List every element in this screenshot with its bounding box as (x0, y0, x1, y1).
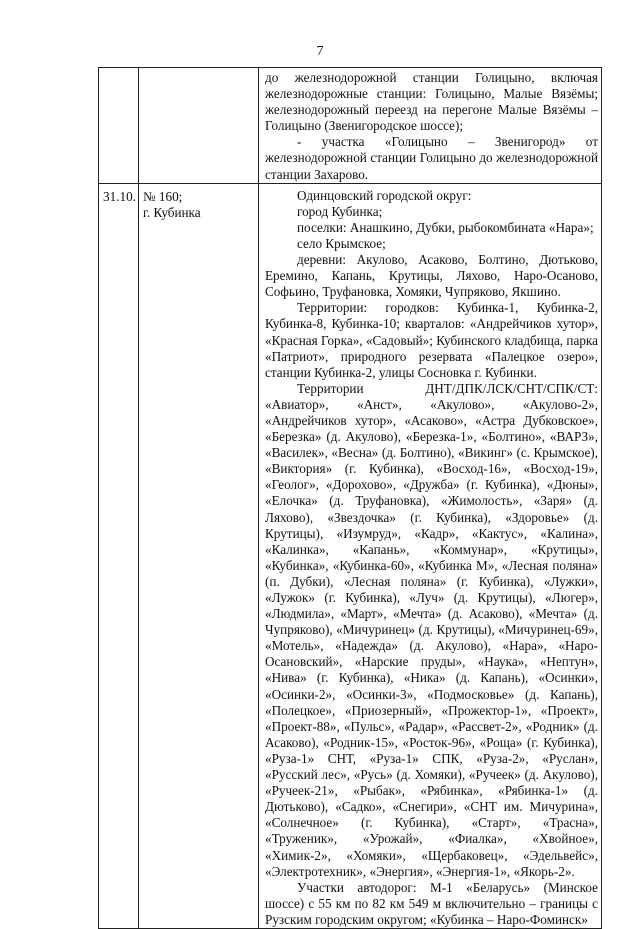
row-name-cell (139, 183, 259, 928)
paragraph: Участки автодорог: М-1 «Беларусь» (Минское шоссе) с 55 км по 82 км 549 м включительно – границы с Рузским городским округом; «Кубинка – Наро-Фоминск» (265, 879, 598, 927)
paragraph: поселки: Анашкино, Дубки, рыбокомбината «Нара»; (297, 219, 594, 235)
row-name-cell (139, 68, 259, 184)
row-description-cell (259, 183, 602, 928)
row-number: 31.10. (103, 188, 136, 204)
page-number: 7 (316, 44, 324, 59)
table-row (99, 68, 602, 184)
paragraph: - участка «Голицыно – Звенигород» от железнодорожной станции Голицыно до железнодорожной станции Захарово. (265, 134, 598, 182)
row-number-cell (99, 183, 139, 928)
row-description-cell (259, 68, 602, 184)
document-table (98, 67, 602, 929)
table-row (99, 183, 602, 928)
paragraph: деревни: Акулово, Асаково, Болтино, Дютьково, Еремино, Капань, Крутицы, Ляхово, Наро-Осаново, Софьино, Труфановка, Хомяки, Чупряково, Якшино. (265, 252, 598, 300)
paragraph: Одинцовский городской округ: (297, 187, 472, 203)
paragraph: город Кубинка; (297, 203, 383, 219)
paragraph: село Крымское; (297, 235, 386, 251)
row-number-cell (99, 68, 139, 184)
paragraph: до железнодорожной станции Голицыно, включая железнодорожные станции: Голицыно, Малые Вязёмы; железнодорожный переезд на перегоне Малые Вязёмы – Голицыно (Звенигородское шоссе); (265, 70, 598, 134)
row-name-line: г. Кубинка (143, 204, 201, 220)
paragraph: Территории: городков: Кубинка-1, Кубинка-2, Кубинка-8, Кубинка-10; кварталов: «Андрейчиков хутор», «Красная Горка», «Садовый»; Кубинского кладбища, парка «Патриот», природного резервата «Палецкое озеро», станции Кубинка-2, улицы Сосновка г. Кубинки. (265, 300, 598, 380)
paragraph: Территории ДНТ/ДПК/ЛСК/СНТ/СПК/СТ: «Авиатор», «Анст», «Акулово», «Акулово-2», «Андрейчиков хутор», «Асаково», «Астра Дубковское», «Березка» (д. Акулово), «Березка-1», «Болтино», «ВАРЗ», «Василек», «Весна» (д. Болтино), «Викинг» (с. Крымское), «Виктория» (г. Кубинка), «Восход-16», «Восход-19», «Геолог», «Дорохово», «Дружба» (г. Кубинка), «Дюны», «Елочка» (д. Труфановка), «Жимолость», «Заря» (д. Ляхово), «Звездочка» (г. Кубинка), «Здоровье» (д. Крутицы), «Изумруд», «Кадр», «Кактус», «Калина», «Калинка», «Капань», «Коммунар», «Крутицы», «Кубинка», «Кубинка-60», «Кубинка М», «Лесная поляна» (п. Дубки), «Лесная поляна» (г. Кубинка), «Лужки», «Лужок» (г. Кубинка), «Луч» (д. Крутицы), «Люгер», «Людмила», «Март», «Мечта» (д. Асаково), «Мечта» (д. Чупряково), «Мичуринец» (д. Крутицы), «Мичуринец-69», «Мотель», «Надежда» (д. Акулово), «Нара», «Наро-Осановский», «Нарские пруды», «Наука», «Нептун», «Нива» (г. Кубинка), «Ника» (д. Капань), «Осинки», «Осинки-2», «Осинки-3», «Подмосковье» (д. Капань), «Полецкое», «Приозерный», «Прожектор-1», «Проект», «Проект-88», «Пульс», «Радар», «Рассвет-2», «Родник» (д. Асаково), «Родник-15», «Росток-96», «Роща» (г. Кубинка), «Руза-1» СНТ, «Руза-1» СПК, «Руза-2», «Руслан», «Русский лес», «Русь» (д. Хомяки), «Ручеек» (д. Акулово), «Ручеек-21», «Рыбак», «Рябинка», «Рябинка-1» (д. Дютьково), «Садко», «Снегири», «СНТ им. Мичурина», «Солнечное» (г. Кубинка), «Старт», «Трасна», «Труженик», «Урожай», «Фиалка», «Хвойное», «Химик-2», «Хомяки», «Щербаковец», «Эдельвейс», «Электротехник», «Энергия», «Энергия-1», «Якорь-2». (265, 380, 598, 879)
row-name-line: № 160; (143, 188, 183, 204)
